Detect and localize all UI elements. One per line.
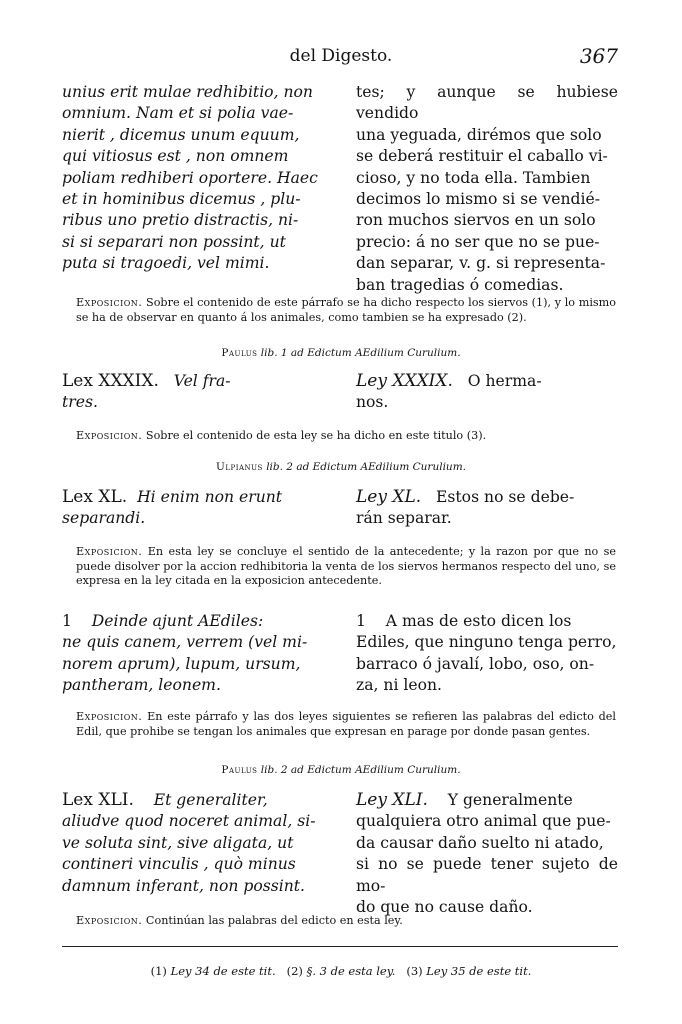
spanish-line: ron muchos siervos en un solo <box>356 211 596 230</box>
spanish-line: una yeguada, dirémos que solo <box>356 125 602 144</box>
spanish-line: do que no cause daño. <box>356 898 533 917</box>
spanish-text: O herma- <box>467 372 542 390</box>
latin-line: tres. <box>62 393 98 412</box>
latin-line <box>62 487 336 508</box>
spanish-line <box>356 371 618 392</box>
spanish-line: Ediles, que ninguno tenga perro, <box>356 633 617 652</box>
exposicion-label: Exposicion. <box>76 429 143 442</box>
latin-line: puta si tragoedi, vel mimi. <box>62 254 270 273</box>
latin-line: si si separari non possint, ut <box>62 232 286 251</box>
citation-work: lib. 2 ad Edictum AEdilium Curulium. <box>266 461 466 473</box>
spanish-column-block2 <box>356 371 618 414</box>
exposicion-block1 <box>76 296 616 325</box>
latin-line: separandi. <box>62 509 146 528</box>
latin-line <box>62 790 336 811</box>
lex-heading: Lex XXXIX. <box>62 371 159 391</box>
spanish-line: tes; y aunque se hubiese vendido <box>356 83 618 123</box>
paragraph-number: 1 <box>62 612 72 630</box>
paragraph-number: 1 <box>356 612 366 630</box>
latin-line: aliudve quod noceret animal, si- <box>62 812 316 831</box>
exposicion-text: En esta ley se concluye el sentido de la antecedente; y la razon por que no se puede disolver por la accion redhibitoria la venta de los siervos hermanos respecto del uno, se expresa en la ley citada en la exposicion antecedente. <box>76 545 616 587</box>
ley-heading: Ley XLI. <box>356 790 428 810</box>
exposicion-text: En este párrafo y las dos leyes siguientes se refieren las palabras del edicto del Edil, que prohibe se tengan los animales que expresan en parage por donde pasan gentes. <box>76 710 616 738</box>
latin-column-block5 <box>62 790 336 897</box>
source-citation <box>0 461 682 473</box>
latin-line: qui vitiosus est , non omnem <box>62 147 289 166</box>
spanish-line: nos. <box>356 393 389 412</box>
exposicion-block3 <box>76 545 616 589</box>
exposicion-block5 <box>76 914 616 929</box>
exposicion-label: Exposicion. <box>76 914 143 927</box>
spanish-column-block5 <box>356 790 618 918</box>
footnote-divider <box>62 946 618 947</box>
footnote-mark: (1) <box>150 964 167 978</box>
spanish-line <box>356 611 618 632</box>
latin-line: damnum inferant, non possint. <box>62 876 305 895</box>
exposicion-block4 <box>76 710 616 739</box>
citation-work: lib. 1 ad Edictum AEdilium Curulium. <box>260 347 461 359</box>
citation-author: Ulpianus <box>215 461 263 473</box>
latin-line: omnium. Nam et si polia vae- <box>62 104 294 123</box>
latin-column-block1 <box>62 82 336 275</box>
latin-line <box>62 371 336 392</box>
exposicion-label: Exposicion. <box>76 710 143 723</box>
footnote-text: §. 3 de esta ley. <box>306 964 396 978</box>
spanish-line: dan separar, v. g. si representa- <box>356 254 606 273</box>
exposicion-text: Continúan las palabras del edicto en esta ley. <box>145 914 403 927</box>
latin-column-block2 <box>62 371 336 414</box>
spanish-line: da causar daño suelto ni atado, <box>356 833 604 852</box>
footnote-mark: (2) <box>286 964 303 978</box>
spanish-line: rán separar. <box>356 509 452 528</box>
latin-line: nierit , dicemus unum equum, <box>62 125 300 144</box>
source-citation <box>0 347 682 359</box>
spanish-text: Y generalmente <box>447 791 573 809</box>
spanish-text: Estos no se debe- <box>436 488 575 506</box>
latin-line: ribus uno pretio distractis, ni- <box>62 211 299 230</box>
latin-column-block4 <box>62 611 336 697</box>
lex-heading: Lex XLI. <box>62 790 134 810</box>
spanish-column-block1 <box>356 82 618 296</box>
running-header-title: del Digesto. <box>289 46 393 66</box>
latin-line: poliam redhiberi oportere. Haec <box>62 168 318 187</box>
latin-line: unius erit mulae redhibitio, non <box>62 83 313 101</box>
latin-line: pantheram, leonem. <box>62 676 221 695</box>
latin-line <box>62 611 336 632</box>
spanish-line: se deberá restituir el caballo vi- <box>356 147 608 166</box>
latin-line: contineri vinculis , quò minus <box>62 855 296 874</box>
spanish-line: decimos lo mismo si se vendié- <box>356 190 600 209</box>
exposicion-text: Sobre el contenido de esta ley se ha dicho en este titulo (3). <box>145 429 487 442</box>
spanish-line: ban tragedias ó comedias. <box>356 275 564 294</box>
spanish-line: si no se puede tener sujeto de mo- <box>356 855 618 895</box>
citation-author: Paulus <box>221 347 258 359</box>
latin-line: norem aprum), lupum, ursum, <box>62 654 301 673</box>
spanish-line: precio: á no ser que no se pue- <box>356 232 600 251</box>
latin-line: et in hominibus dicemus , plu- <box>62 190 301 209</box>
source-citation <box>0 764 682 776</box>
footnotes <box>0 964 682 978</box>
page-number: 367 <box>579 44 618 68</box>
spanish-column-block3 <box>356 487 618 530</box>
latin-line: ve soluta sint, sive aligata, ut <box>62 833 294 852</box>
exposicion-label: Exposicion. <box>76 545 143 558</box>
spanish-line: barraco ó javalí, lobo, oso, on- <box>356 654 595 673</box>
latin-text: Et generaliter, <box>153 791 268 809</box>
exposicion-text: Sobre el contenido de este párrafo se ha dicho respecto los siervos (1), y lo mismo se ha de observar en quanto á los animales, como tambien se ha expresado (2). <box>76 296 616 324</box>
latin-text: Hi enim non erunt <box>137 488 283 506</box>
exposicion-label: Exposicion. <box>76 296 143 309</box>
spanish-text: A mas de esto dicen los <box>385 612 572 630</box>
footnote-mark: (3) <box>406 964 423 978</box>
spanish-line: za, ni leon. <box>356 676 443 695</box>
latin-line: ne quis canem, verrem (vel mi- <box>62 633 308 652</box>
ley-heading: Ley XXXIX. <box>356 371 453 391</box>
exposicion-block2 <box>76 429 616 444</box>
citation-author: Paulus <box>221 764 258 776</box>
footnote-text: Ley 35 de este tit. <box>426 964 532 978</box>
lex-heading: Lex XL. <box>62 487 128 507</box>
spanish-line <box>356 790 618 811</box>
citation-work: lib. 2 ad Edictum AEdilium Curulium. <box>260 764 461 776</box>
spanish-line: qualquiera otro animal que pue- <box>356 812 611 831</box>
latin-column-block3 <box>62 487 336 530</box>
footnote-text: Ley 34 de este tit. <box>170 964 276 978</box>
spanish-column-block4 <box>356 611 618 697</box>
spanish-line <box>356 487 618 508</box>
spanish-line: cioso, y no toda ella. Tambien <box>356 168 591 187</box>
ley-heading: Ley XL. <box>356 487 422 507</box>
latin-text: Vel fra- <box>173 372 231 390</box>
latin-text: Deinde ajunt AEdiles: <box>91 612 264 630</box>
